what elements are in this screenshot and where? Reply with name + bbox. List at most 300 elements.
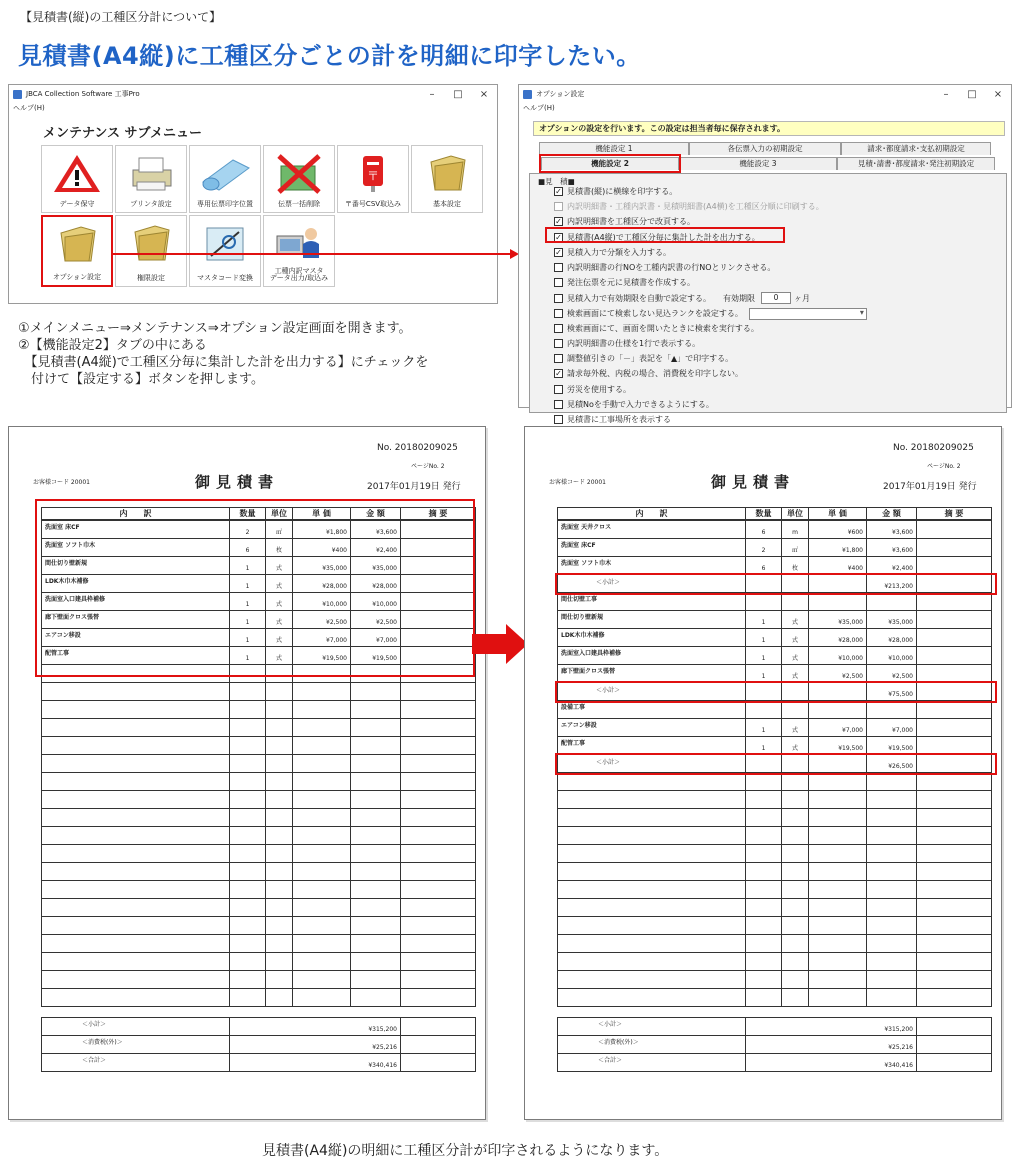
- option-row[interactable]: [554, 338, 700, 349]
- big-right-arrow-icon: [472, 624, 528, 664]
- table-cell: [917, 934, 992, 952]
- table-cell: [809, 844, 867, 862]
- table-cell: 配管工事: [558, 736, 746, 754]
- table-cell: 1: [230, 628, 266, 646]
- table-cell: [782, 988, 809, 1006]
- total-blank: [401, 1036, 476, 1054]
- table-cell: [746, 772, 782, 790]
- option-checkbox[interactable]: [554, 309, 563, 318]
- table-cell: [746, 898, 782, 916]
- option-row[interactable]: [554, 353, 733, 364]
- option-checkbox[interactable]: [554, 263, 563, 272]
- table-row: [558, 826, 992, 844]
- option-row[interactable]: [554, 216, 695, 227]
- table-cell: [867, 970, 917, 988]
- table-cell: [867, 880, 917, 898]
- submenu-title: メンテナンス サブメニュー: [43, 126, 202, 141]
- tile-bulk-delete[interactable]: [263, 145, 335, 213]
- maximize-icon[interactable]: □: [453, 88, 463, 100]
- table-cell: [782, 862, 809, 880]
- option-row[interactable]: [554, 323, 759, 334]
- table-cell: [782, 970, 809, 988]
- table-cell: [809, 700, 867, 718]
- tile-permission-settings[interactable]: [115, 215, 187, 287]
- table-cell: 式: [782, 718, 809, 736]
- table-cell: [42, 700, 230, 718]
- tab-slip-input-defaults[interactable]: 各伝票入力の初期設定: [689, 142, 841, 155]
- table-cell: [351, 700, 401, 718]
- table-cell: [293, 736, 351, 754]
- table-cell: 6: [230, 538, 266, 556]
- table-cell: [917, 520, 992, 538]
- validity-unit: ヶ月: [794, 293, 810, 303]
- table-row: [558, 808, 992, 826]
- table-cell: [782, 592, 809, 610]
- tile-label: データ保守: [59, 200, 95, 209]
- option-row[interactable]: [554, 384, 631, 395]
- subtotal-highlight-box: [555, 753, 997, 775]
- tab-function-settings-3[interactable]: 機能設定 3: [679, 157, 837, 170]
- table-cell: [42, 772, 230, 790]
- table-cell: [293, 934, 351, 952]
- total-label: ＜消費税(外)＞: [42, 1036, 230, 1054]
- table-cell: [917, 556, 992, 574]
- rows-highlight-box: [35, 499, 475, 677]
- table-row: [42, 988, 476, 1006]
- total-row: [42, 1018, 476, 1036]
- table-row: [558, 916, 992, 934]
- table-cell: [266, 754, 293, 772]
- table-row: [558, 736, 992, 754]
- table-cell: 6: [746, 520, 782, 538]
- option-row[interactable]: [554, 277, 695, 288]
- doc-page: ページNo. 2: [927, 463, 961, 470]
- table-cell: エアコン移設: [42, 628, 230, 646]
- total-blank: [917, 1054, 992, 1072]
- help-menu[interactable]: ヘルプ(H): [523, 104, 555, 112]
- table-row: [42, 844, 476, 862]
- table-cell: ¥600: [809, 520, 867, 538]
- column-header: 単 価: [293, 508, 351, 521]
- table-cell: [351, 718, 401, 736]
- option-label: 請求毎外税、内税の場合、消費税を印字しない。: [567, 369, 743, 379]
- instruction-line: 【見積書(A4縦)で工種区分毎に集計した計を出力する】にチェックを: [18, 355, 429, 370]
- table-row: [42, 862, 476, 880]
- table-cell: [558, 790, 746, 808]
- table-cell: [401, 682, 476, 700]
- table-row: [558, 664, 992, 682]
- table-cell: 配管工事: [42, 646, 230, 664]
- table-row: [558, 520, 992, 538]
- option-checkbox[interactable]: ✓: [555, 247, 562, 257]
- option-checkbox[interactable]: [554, 415, 563, 424]
- table-cell: LDK木巾木補修: [558, 628, 746, 646]
- table-cell: [867, 934, 917, 952]
- table-cell: 1: [230, 646, 266, 664]
- table-cell: [558, 880, 746, 898]
- table-cell: [266, 790, 293, 808]
- table-cell: [351, 754, 401, 772]
- table-cell: [746, 808, 782, 826]
- table-cell: ㎡: [266, 520, 293, 538]
- options-panel: [529, 173, 1007, 424]
- tile-postal-csv-import[interactable]: [337, 145, 409, 213]
- table-cell: [351, 736, 401, 754]
- table-row: [558, 646, 992, 664]
- table-row: [42, 682, 476, 700]
- option-checkbox[interactable]: [554, 385, 563, 394]
- quote-before: [8, 426, 486, 1120]
- table-cell: ＜小計＞: [558, 682, 746, 700]
- total-amount: ¥340,416: [230, 1054, 401, 1072]
- table-cell: [809, 790, 867, 808]
- rank-select[interactable]: [749, 308, 867, 320]
- table-cell: m: [782, 520, 809, 538]
- table-cell: [867, 826, 917, 844]
- table-cell: [266, 826, 293, 844]
- option-label: 労災を使用する。: [567, 384, 631, 394]
- table-cell: ¥35,000: [351, 556, 401, 574]
- table-cell: [293, 754, 351, 772]
- minimize-icon[interactable]: –: [943, 88, 949, 100]
- total-row: [558, 1054, 992, 1072]
- tile-label: オプション設定: [52, 273, 102, 282]
- table-cell: [746, 952, 782, 970]
- table-cell: [293, 916, 351, 934]
- table-cell: [230, 862, 266, 880]
- close-icon[interactable]: ×: [993, 88, 1003, 100]
- tile-trade-master-io[interactable]: [263, 215, 335, 287]
- table-cell: [917, 772, 992, 790]
- table-cell: [917, 700, 992, 718]
- close-icon[interactable]: ×: [479, 88, 489, 100]
- table-cell: [917, 844, 992, 862]
- option-checkbox[interactable]: ✓: [555, 369, 562, 379]
- option-label: 発注伝票を元に見積書を作成する。: [567, 278, 695, 288]
- table-cell: [266, 898, 293, 916]
- option-label: 見積Noを手動で入力できるようにする。: [567, 399, 714, 409]
- table-cell: [266, 682, 293, 700]
- option-label: 内訳明細書・工種内訳書・見積明細書(A4横)を工種区分順に印刷する。: [567, 202, 824, 212]
- table-cell: [293, 988, 351, 1006]
- table-cell: [293, 682, 351, 700]
- table-cell: [809, 826, 867, 844]
- subtotal-highlight-box: [555, 681, 997, 703]
- table-cell: ¥19,500: [351, 646, 401, 664]
- postbox-icon: [347, 152, 399, 194]
- option-row[interactable]: [554, 186, 677, 197]
- table-cell: [746, 790, 782, 808]
- tile-master-code-convert[interactable]: [189, 215, 261, 287]
- table-row: [558, 538, 992, 556]
- printer-icon: [125, 152, 177, 194]
- table-cell: [917, 952, 992, 970]
- tile-printer-settings[interactable]: [115, 145, 187, 213]
- option-checkbox[interactable]: ✓: [555, 232, 562, 242]
- table-cell: [782, 880, 809, 898]
- option-checkbox[interactable]: [554, 339, 563, 348]
- table-cell: ¥1,800: [809, 538, 867, 556]
- total-label: ＜小計＞: [558, 1018, 746, 1036]
- table-cell: [42, 844, 230, 862]
- table-cell: ¥19,500: [867, 736, 917, 754]
- table-cell: [867, 952, 917, 970]
- table-cell: ¥10,000: [867, 646, 917, 664]
- table-cell: [401, 952, 476, 970]
- table-cell: ¥28,000: [867, 628, 917, 646]
- option-settings-dialog: [518, 84, 1012, 424]
- total-label: ＜小計＞: [42, 1018, 230, 1036]
- table-cell: ¥28,000: [809, 628, 867, 646]
- tile-data-maintenance[interactable]: [41, 145, 113, 213]
- table-row: [42, 736, 476, 754]
- table-cell: [917, 898, 992, 916]
- table-cell: [42, 988, 230, 1006]
- option-row[interactable]: [554, 247, 671, 258]
- table-cell: [401, 844, 476, 862]
- total-row: [558, 1018, 992, 1036]
- table-cell: [266, 934, 293, 952]
- option-row[interactable]: [554, 414, 671, 425]
- table-cell: [42, 754, 230, 772]
- option-row[interactable]: [554, 201, 824, 212]
- table-cell: [917, 664, 992, 682]
- folder-icon: [51, 223, 103, 265]
- table-cell: 1: [746, 718, 782, 736]
- tile-slip-print-position[interactable]: [189, 145, 261, 213]
- table-cell: [917, 646, 992, 664]
- table-cell: [42, 970, 230, 988]
- table-cell: [558, 862, 746, 880]
- table-cell: [809, 970, 867, 988]
- table-cell: [266, 772, 293, 790]
- minimize-icon[interactable]: –: [429, 88, 435, 100]
- column-header: 単位: [782, 508, 809, 521]
- table-cell: 1: [230, 610, 266, 628]
- table-cell: [809, 898, 867, 916]
- table-row: [558, 790, 992, 808]
- tab-estimate-defaults[interactable]: 見積･請書･都度請求･発注初期設定: [837, 157, 995, 170]
- table-cell: ¥7,000: [867, 718, 917, 736]
- table-cell: [867, 790, 917, 808]
- table-cell: ¥10,000: [809, 646, 867, 664]
- table-cell: [867, 808, 917, 826]
- option-checkbox[interactable]: [554, 294, 563, 303]
- table-cell: [746, 592, 782, 610]
- tab-function-settings-1[interactable]: 機能設定 1: [539, 142, 689, 155]
- column-header: 内 訳: [558, 508, 746, 521]
- table-cell: [867, 772, 917, 790]
- table-cell: [558, 916, 746, 934]
- table-cell: [782, 790, 809, 808]
- table-cell: [293, 718, 351, 736]
- total-blank: [401, 1018, 476, 1036]
- table-cell: [401, 898, 476, 916]
- tile-label: プリンタ設定: [130, 200, 172, 209]
- table-row: [558, 718, 992, 736]
- table-cell: [266, 808, 293, 826]
- table-cell: 洗面室 ソフト巾木: [42, 538, 230, 556]
- table-cell: [782, 898, 809, 916]
- table-cell: [917, 610, 992, 628]
- submenu-tiles: [41, 145, 557, 287]
- table-cell: LDK木巾木補修: [42, 574, 230, 592]
- table-cell: [867, 862, 917, 880]
- table-header-row: [558, 508, 992, 521]
- table-cell: [351, 682, 401, 700]
- table-row: [558, 988, 992, 1006]
- doc-number: No. 20180209025: [377, 443, 458, 453]
- table-cell: [401, 790, 476, 808]
- table-cell: [293, 862, 351, 880]
- table-cell: [558, 826, 746, 844]
- table-cell: ¥19,500: [293, 646, 351, 664]
- option-row[interactable]: [554, 262, 775, 273]
- tab-highlight-box: [539, 154, 681, 173]
- table-cell: [42, 808, 230, 826]
- table-cell: [401, 754, 476, 772]
- table-cell: [809, 808, 867, 826]
- quote-after: [524, 426, 1002, 1120]
- table-cell: ¥2,500: [867, 664, 917, 682]
- table-cell: [867, 988, 917, 1006]
- table-row: [42, 700, 476, 718]
- tile-label: 工種内訳マスタ データ出力/取込み: [269, 266, 329, 283]
- table-cell: [351, 952, 401, 970]
- table-cell: [917, 790, 992, 808]
- table-cell: ¥7,000: [809, 718, 867, 736]
- table-cell: [401, 826, 476, 844]
- option-checkbox[interactable]: [554, 400, 563, 409]
- table-cell: ㎡: [782, 538, 809, 556]
- table-row: [558, 592, 992, 610]
- table-cell: 式: [782, 664, 809, 682]
- table-cell: 式: [266, 646, 293, 664]
- total-label: ＜消費税(外)＞: [558, 1036, 746, 1054]
- doc-date: 2017年01月19日 発行: [883, 482, 977, 492]
- column-header: 単 価: [809, 508, 867, 521]
- table-cell: [230, 754, 266, 772]
- table-row: [42, 880, 476, 898]
- table-row: [558, 610, 992, 628]
- table-cell: ¥7,000: [351, 628, 401, 646]
- table-cell: [42, 898, 230, 916]
- table-cell: [42, 862, 230, 880]
- table-cell: [351, 844, 401, 862]
- table-cell: ¥10,000: [293, 592, 351, 610]
- option-checkbox[interactable]: [554, 354, 563, 363]
- option-checkbox[interactable]: ✓: [555, 187, 562, 196]
- connector-arrow-line: [112, 253, 512, 255]
- table-cell: 1: [230, 574, 266, 592]
- totals-table: [41, 1017, 476, 1072]
- table-cell: [42, 682, 230, 700]
- option-row[interactable]: [554, 399, 714, 410]
- tab-billing-defaults[interactable]: 請求･都度請求･支払初期設定: [841, 142, 991, 155]
- table-cell: ¥19,500: [809, 736, 867, 754]
- option-checkbox[interactable]: [554, 278, 563, 287]
- table-cell: [809, 952, 867, 970]
- table-cell: [401, 880, 476, 898]
- table-cell: [42, 952, 230, 970]
- table-row: [42, 826, 476, 844]
- maximize-icon[interactable]: □: [967, 88, 977, 100]
- table-row: [558, 844, 992, 862]
- table-cell: [293, 700, 351, 718]
- help-menu[interactable]: ヘルプ(H): [13, 104, 45, 112]
- instruction-line: ②【機能設定2】タブの中にある: [18, 338, 207, 353]
- option-row[interactable]: [554, 368, 743, 379]
- option-label: 検索画面にて、画面を開いたときに検索を実行する。: [567, 323, 759, 333]
- table-cell: [782, 826, 809, 844]
- tile-basic-settings[interactable]: [411, 145, 483, 213]
- total-blank: [401, 1054, 476, 1072]
- table-cell: [917, 628, 992, 646]
- table-row: [558, 970, 992, 988]
- headline: 見積書(A4縦)に工種区分ごとの計を明細に印字したい。: [18, 42, 641, 70]
- folder-icon: [125, 222, 177, 264]
- table-row: [42, 790, 476, 808]
- table-cell: [401, 772, 476, 790]
- option-checkbox[interactable]: [554, 324, 563, 333]
- app-icon: [523, 90, 532, 99]
- table-cell: [230, 898, 266, 916]
- table-cell: [293, 790, 351, 808]
- column-header: 内 訳: [42, 508, 230, 521]
- option-checkbox[interactable]: ✓: [555, 217, 562, 227]
- table-cell: エアコン移設: [558, 718, 746, 736]
- option-row[interactable]: [554, 308, 867, 320]
- option-label: 内訳明細書の行NOを工種内訳書の行NOとリンクさせる。: [567, 263, 776, 272]
- table-cell: [230, 736, 266, 754]
- validity-months-input[interactable]: 0: [761, 292, 791, 304]
- table-cell: [917, 826, 992, 844]
- table-cell: ¥400: [293, 538, 351, 556]
- option-row[interactable]: [554, 292, 810, 304]
- table-cell: [351, 880, 401, 898]
- table-cell: 2: [230, 520, 266, 538]
- column-header: 数量: [746, 508, 782, 521]
- tab-function-settings-2[interactable]: 機能設定 2: [541, 157, 679, 170]
- table-cell: 式: [782, 628, 809, 646]
- table-cell: ¥75,500: [867, 682, 917, 700]
- table-row: [42, 916, 476, 934]
- tile-option-settings[interactable]: [41, 215, 113, 287]
- table-cell: [351, 808, 401, 826]
- table-cell: [266, 880, 293, 898]
- drafting-icon: [199, 222, 251, 264]
- table-row: [558, 862, 992, 880]
- table-cell: [230, 988, 266, 1006]
- table-cell: [230, 808, 266, 826]
- table-cell: ¥28,000: [293, 574, 351, 592]
- option-label: 見積入力で分類を入力する。: [567, 247, 671, 257]
- table-cell: 洗面室 床CF: [42, 520, 230, 538]
- totals-table: [557, 1017, 992, 1072]
- table-cell: [917, 988, 992, 1006]
- table-cell: ¥400: [809, 556, 867, 574]
- table-row: [558, 772, 992, 790]
- table-cell: [230, 718, 266, 736]
- doc-customer-code: お客様コード 20001: [33, 479, 90, 486]
- folder-icon: [421, 152, 473, 194]
- total-label: ＜合計＞: [42, 1054, 230, 1072]
- option-checkbox[interactable]: [554, 202, 563, 211]
- table-cell: [230, 934, 266, 952]
- table-cell: 間仕切り壁新規: [42, 556, 230, 574]
- table-cell: ¥2,500: [293, 610, 351, 628]
- table-cell: 式: [782, 736, 809, 754]
